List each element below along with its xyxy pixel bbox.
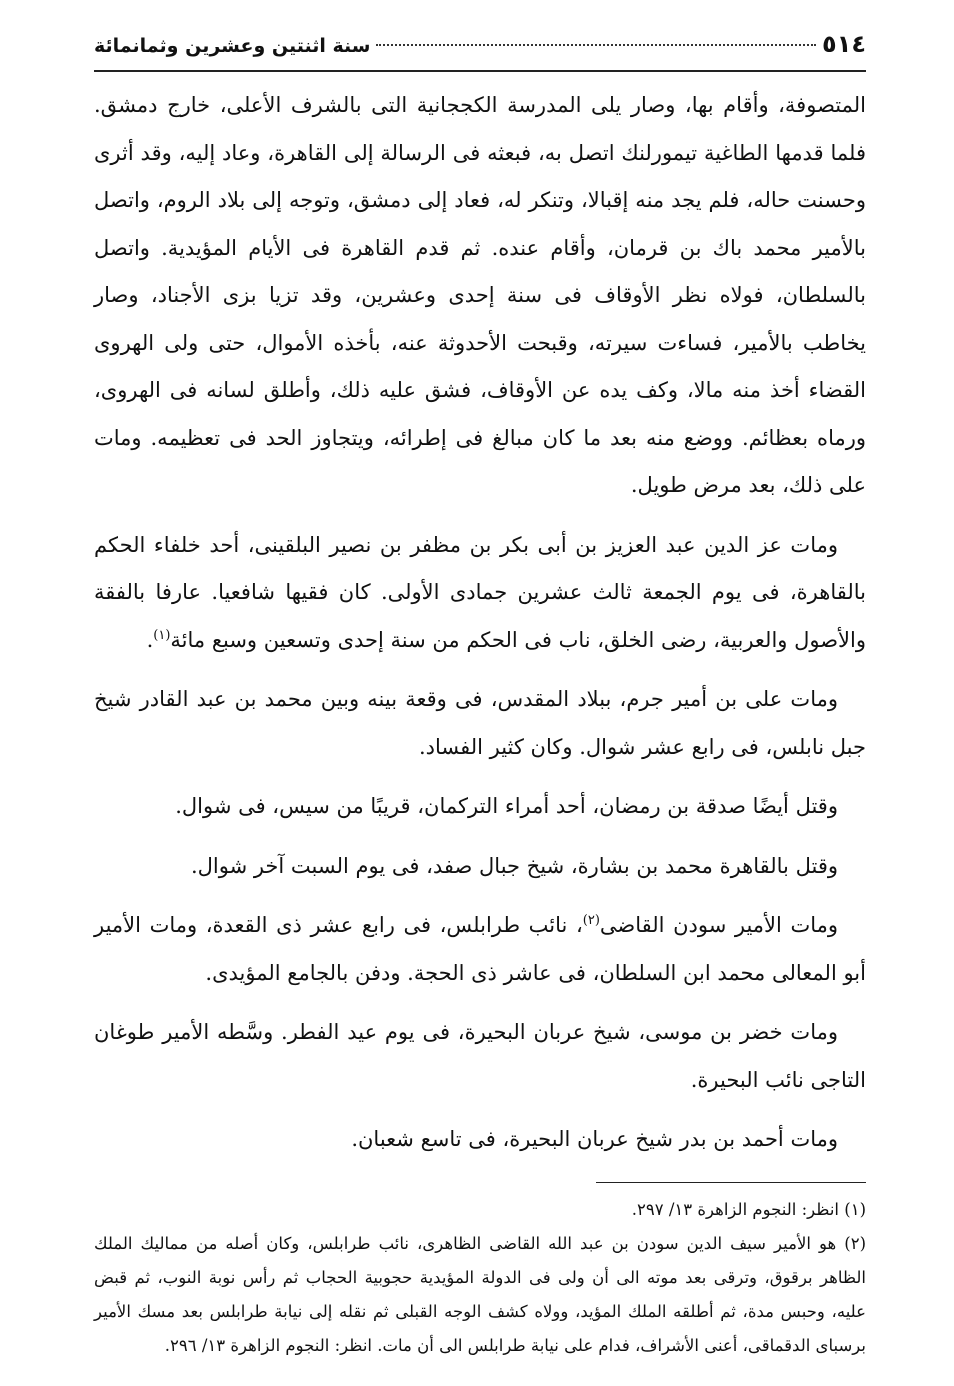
paragraph: ومات خضر بن موسى، شيخ عربان البحيرة، فى يوم عيد الفطر. وسَّطه الأمير طوغان التاجى نائب البحيرة. [94, 1020, 866, 1092]
leader-dots [376, 44, 816, 46]
running-head [94, 30, 866, 72]
running-title: سنة اثنتين وعشرين وثمانمائة [94, 35, 371, 57]
footnote-reference: (٢) [582, 913, 600, 928]
paragraph: وقتل بالقاهرة محمد بن بشارة، شيخ جبال صفد، فى يوم السبت آخر شوال. [190, 853, 838, 878]
paragraph-text: ومات عز الدين عبد العزيز بن أبى بكر بن مظفر بن نصير البلقينى، أحد خلفاء الحكم بالقاهرة، فى يوم الجمعة ثالث عشرين جمادى الأولى. كان فقيها شافعيا. عارفا بالفقة والأصول والعربية، رضى الخلق، ناب فى الحكم من سنة إحدى وتسعين وسبع مائة [94, 532, 866, 652]
book-page [94, 30, 866, 1360]
footnote-separator [596, 1182, 866, 1183]
paragraph [94, 902, 866, 997]
paragraph-text: ومات الأمير سودن القاضى [599, 913, 838, 937]
paragraph: المتصوفة، وأقام بها، وصار يلى المدرسة الكججانية التى بالشرف الأعلى، خارج دمشق. فلما قدمها الطاغية تيمورلنك اتصل به، فبعثه فى الرسالة إلى القاهرة، وعاد إليه، وقد أثرى وحسنت حاله، فلم يجد منه إقبالا، وتنكر له، فعاد إلى دمشق، وتوجه إلى بلاد الروم، واتصل بالأمير محمد باك بن قرمان، وأقام عنده. ثم قدم القاهرة فى الأيام المؤيدية. واتصل بالسلطان، فولاه نظر الأوقاف فى سنة إحدى وعشرين، وقد تزيا بزى الأجناد، وصار يخاطب بالأمير، فساءت سيرته، وقبحت الأحدوثة عنه، بأخذه الأموال، حتى ولى الهروى القضاء أخذ منه مالا، وكف يده عن الأوقاف، فشق عليه ذلك، وأطلق لسانه فى الهروى، ورماه بعظائم. ووضع منه بعد ما كان مبالغ فى إطرائه، ويتجاوز الحد فى تعظيمه. ومات على ذلك، بعد مرض طويل. [94, 93, 866, 497]
paragraph-text: ، نائب طرابلس، فى رابع عشر ذى القعدة، ومات الأمير أبو المعالى محمد ابن السلطان، فى عاشر ذى الحجة. ودفن بالجامع المؤيدى. [94, 913, 866, 985]
footnote: (٢) هو الأمير سيف الدين سودن بن عبد الله القاضى الظاهرى، نائب طرابلس، وكان أصله من مماليك الملك الظاهر برقوق، وترقى بعد موته الى أن ولى فى الدولة المؤيدية حجوبية الحجاب ثم رأس نوبة النوب، ثم قبض عليه، وحبس مدة، ثم أطلقه الملك المؤيد، وولاه كشف الوجه القبلى ثم نقله إلى نيابة طرابلس بعد مسك الأمير برسباى الدقماقى، أعنى الأشراف، فدام على نيابة طرابلس الى أن مات. انظر: النجوم الزاهرة ١٣/ ٢٩٦. [94, 1233, 866, 1355]
paragraph: ومات على بن أمير جرم، ببلاد المقدس، فى وقعة بينه وبين محمد بن عبد القادر شيخ جبل نابلس، فى رابع عشر شوال. وكان كثير الفساد. [94, 687, 866, 759]
footnotes [94, 1193, 866, 1363]
paragraph: وقتل أيضًا صدقة بن رمضان، أحد أمراء التركمان، قريبًا من سيس، فى شوال. [175, 794, 838, 818]
paragraph: ومات عز الدين عبد العزيز بن أبى بكر بن مظفر بن نصير البلقينى، أحد خلفاء الحكم بالقاهرة، فى يوم الجمعة ثالث عشرين جمادى الأولى. كان فقيها شافعيا. عارفا بالفقة والأصول والعربية، رضى الخلق، ناب فى الحكم من سنة إحدى وتسعين وسبع مائة$^{(١)}$. [94, 532, 866, 652]
footnote: (١) انظر: النجوم الزاهرة ١٣/ ٢٩٧. [631, 1199, 866, 1219]
main-text [94, 82, 866, 1164]
page-number: ٥١٤ [822, 30, 866, 58]
paragraph: ومات أحمد بن بدر شيخ عربان البحيرة، فى تاسع شعبان. [351, 1127, 838, 1151]
footnote-reference: (١) [153, 627, 171, 643]
